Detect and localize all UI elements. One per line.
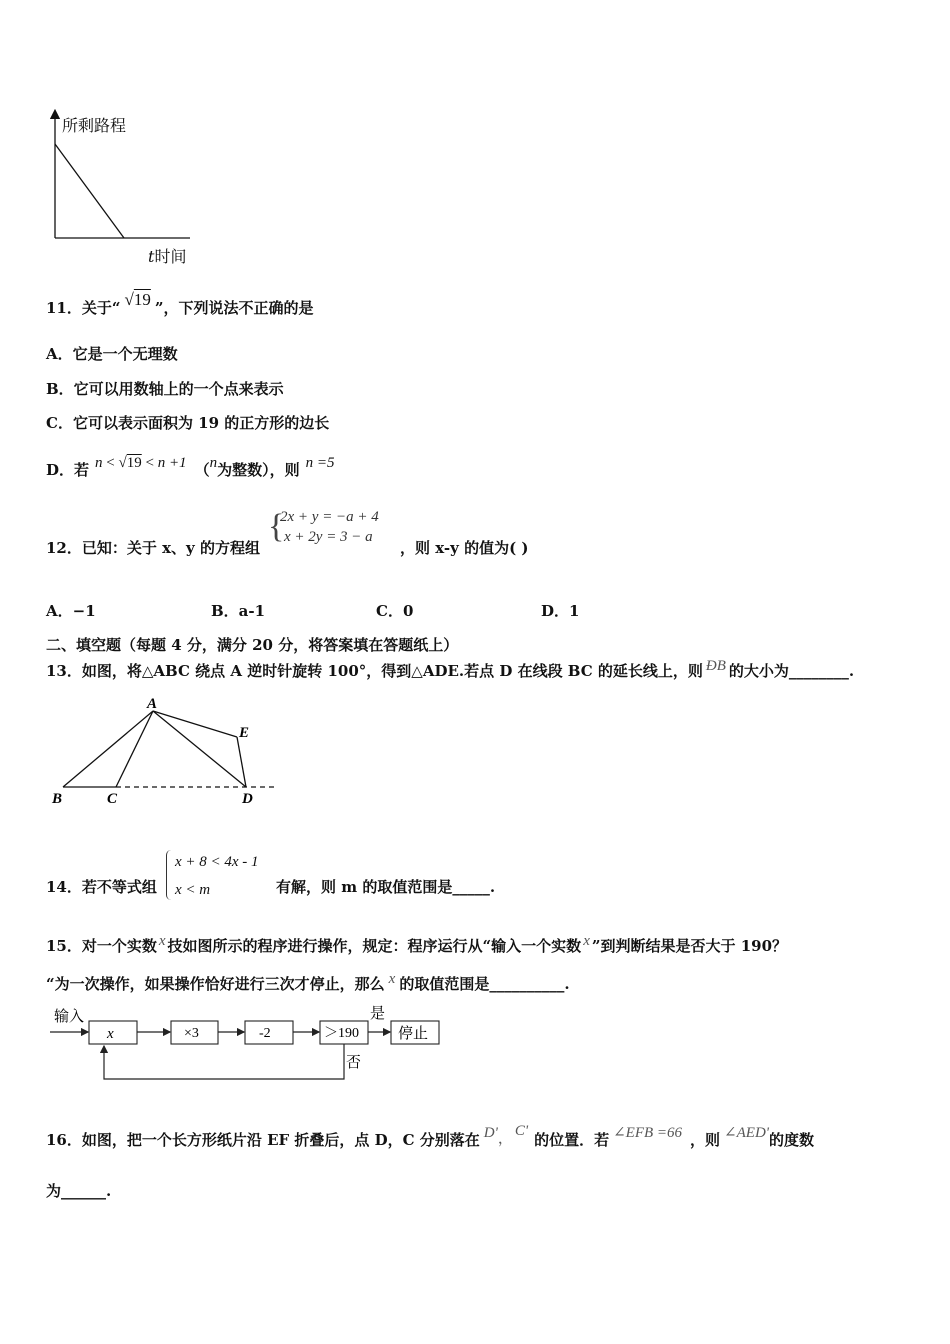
q13-text-post: 的大小为________. (728, 662, 855, 680)
q15-line1-post: ”到判断结果是否大于 190？ (591, 937, 788, 955)
q11-d-n: n (95, 455, 103, 471)
q12-eq1: 2x + y = −a + 4 (280, 509, 379, 525)
q11-d-np1: n +1 (157, 455, 187, 471)
q12-option-a: A．−1 (46, 602, 96, 620)
q12-option-d: D．1 (541, 602, 580, 620)
q11-option-d (46, 455, 335, 480)
q14-stem-post: 有解，则 m 的取值范围是_____. (276, 878, 496, 896)
q12-eq2: x + 2y = 3 − a (284, 529, 373, 545)
q15-line1-mid: 技如图所示的程序进行操作，规定：程序运行从“输入一个实数 (167, 937, 582, 955)
graph-x-text: 时间 (154, 247, 187, 266)
distance-line (55, 144, 124, 238)
q16-mid: 的位置．若 (534, 1131, 610, 1149)
q15-flowchart (46, 1003, 456, 1085)
q15-var-1: x (158, 933, 166, 949)
q11-radicand: 19 (133, 290, 151, 309)
q15-line1 (46, 935, 787, 956)
flow-box-minus2-text: -2 (259, 1026, 271, 1041)
q12-equation-system (268, 507, 379, 547)
q15-line2 (46, 973, 570, 994)
flow-box-times3-text: ×3 (184, 1026, 199, 1041)
flow-box-x-text: x (107, 1026, 114, 1042)
flow-box-stop-text: 停止 (398, 1026, 429, 1042)
q13-triangle-figure (46, 695, 286, 810)
q16-angle-aed: ∠AED' (724, 1125, 769, 1141)
q13-angle: ÐB (705, 658, 726, 674)
q16-c-prime: C' (514, 1123, 529, 1139)
q12-stem-pre: 12．已知：关于 x、y 的方程组 (46, 539, 260, 557)
graph-y-label: 所剩路程 (62, 116, 127, 135)
q13-stem (46, 660, 854, 681)
flow-no-label: 否 (346, 1055, 362, 1071)
q11-stem-pre: 11．关于“ (46, 299, 121, 317)
q14-inequality-system (166, 848, 259, 904)
q16-then: ，则 (690, 1131, 721, 1149)
q16-line2: 为______. (46, 1182, 112, 1200)
flow-yes-label: 是 (370, 1006, 386, 1022)
q11-stem (46, 290, 314, 318)
segment-ba (63, 711, 153, 787)
label-c: C (107, 791, 118, 807)
q14-ineq1: x + 8 < 4x - 1 (175, 854, 259, 870)
q14-ineq2: x < m (175, 882, 211, 898)
q16-sep: ， (497, 1129, 513, 1147)
label-b: B (52, 791, 63, 807)
q11-sqrt: √19 (124, 290, 151, 309)
segment-ad (153, 711, 246, 787)
q11-d-paren: （ (194, 461, 210, 479)
q16-pre: 16．如图，把一个长方形纸片沿 EF 折叠后，点 D，C 分别落在 (46, 1131, 480, 1149)
q16-post: 的度数 (768, 1131, 814, 1149)
q11-d-result: n =5 (305, 455, 335, 471)
q16-angle-efb: ∠EFB =66 (613, 1125, 683, 1141)
section-2-heading: 二、填空题（每题 4 分，满分 20 分，将答案填在答题纸上） (46, 636, 459, 654)
q12-brace: { (268, 508, 285, 545)
q15-line2-pre: “为一次操作，如果操作恰好进行三次才停止，那么 (46, 975, 385, 993)
q11-d-pre: D．若 (46, 461, 90, 479)
q11-d-lt: < (106, 455, 115, 471)
segment-ed (237, 737, 246, 787)
q11-d-rad: 19 (126, 455, 142, 471)
q15-var-3: x (388, 971, 396, 987)
arrow-loop-back (104, 1044, 344, 1079)
segment-ca (116, 711, 153, 787)
q11-stem-post: ”，下列说法不正确的是 (154, 299, 314, 317)
q11-d-lt2: < (145, 455, 154, 471)
q13-text-pre: 13．如图，将△ABC 绕点 A 逆时针旋转 100°，得到△ADE.若点 D 在线段 BC 的延长线上，则 (46, 662, 703, 680)
q15-line1-pre: 15．对一个实数 (46, 937, 157, 955)
label-d: D (242, 791, 253, 807)
label-a: A (147, 696, 158, 712)
q11-d-mid: 为整数），则 (217, 461, 300, 479)
q16-d-prime: D' (483, 1125, 498, 1141)
q15-line2-post: 的取值范围是__________. (399, 975, 570, 993)
q15-var-2: x (583, 933, 590, 949)
segment-ae (153, 711, 237, 737)
q11-option-c: C．它可以表示面积为 19 的正方形的边长 (46, 414, 330, 432)
q11-d-n2: n (209, 455, 218, 471)
q11-d-inequality: n < √19 < n +1 (95, 455, 187, 471)
flow-input-label: 输入 (54, 1009, 85, 1025)
graph-x-var: t (148, 247, 155, 266)
q11-option-a: A．它是一个无理数 (46, 345, 178, 363)
label-e: E (239, 725, 250, 741)
q14-stem-pre: 14．若不等式组 (46, 878, 157, 896)
q11-option-b: B．它可以用数轴上的一个点来表示 (46, 380, 284, 398)
q12-stem-post: ，则 x-y 的值为( ) (400, 539, 529, 557)
q12-option-b: B．a-1 (211, 602, 266, 620)
q16-line1 (46, 1123, 814, 1150)
q14-brace (166, 850, 171, 900)
flow-box-compare-text: ＞190 (324, 1026, 359, 1041)
graph-x-label (148, 244, 186, 267)
q12-option-c: C．0 (376, 602, 414, 620)
